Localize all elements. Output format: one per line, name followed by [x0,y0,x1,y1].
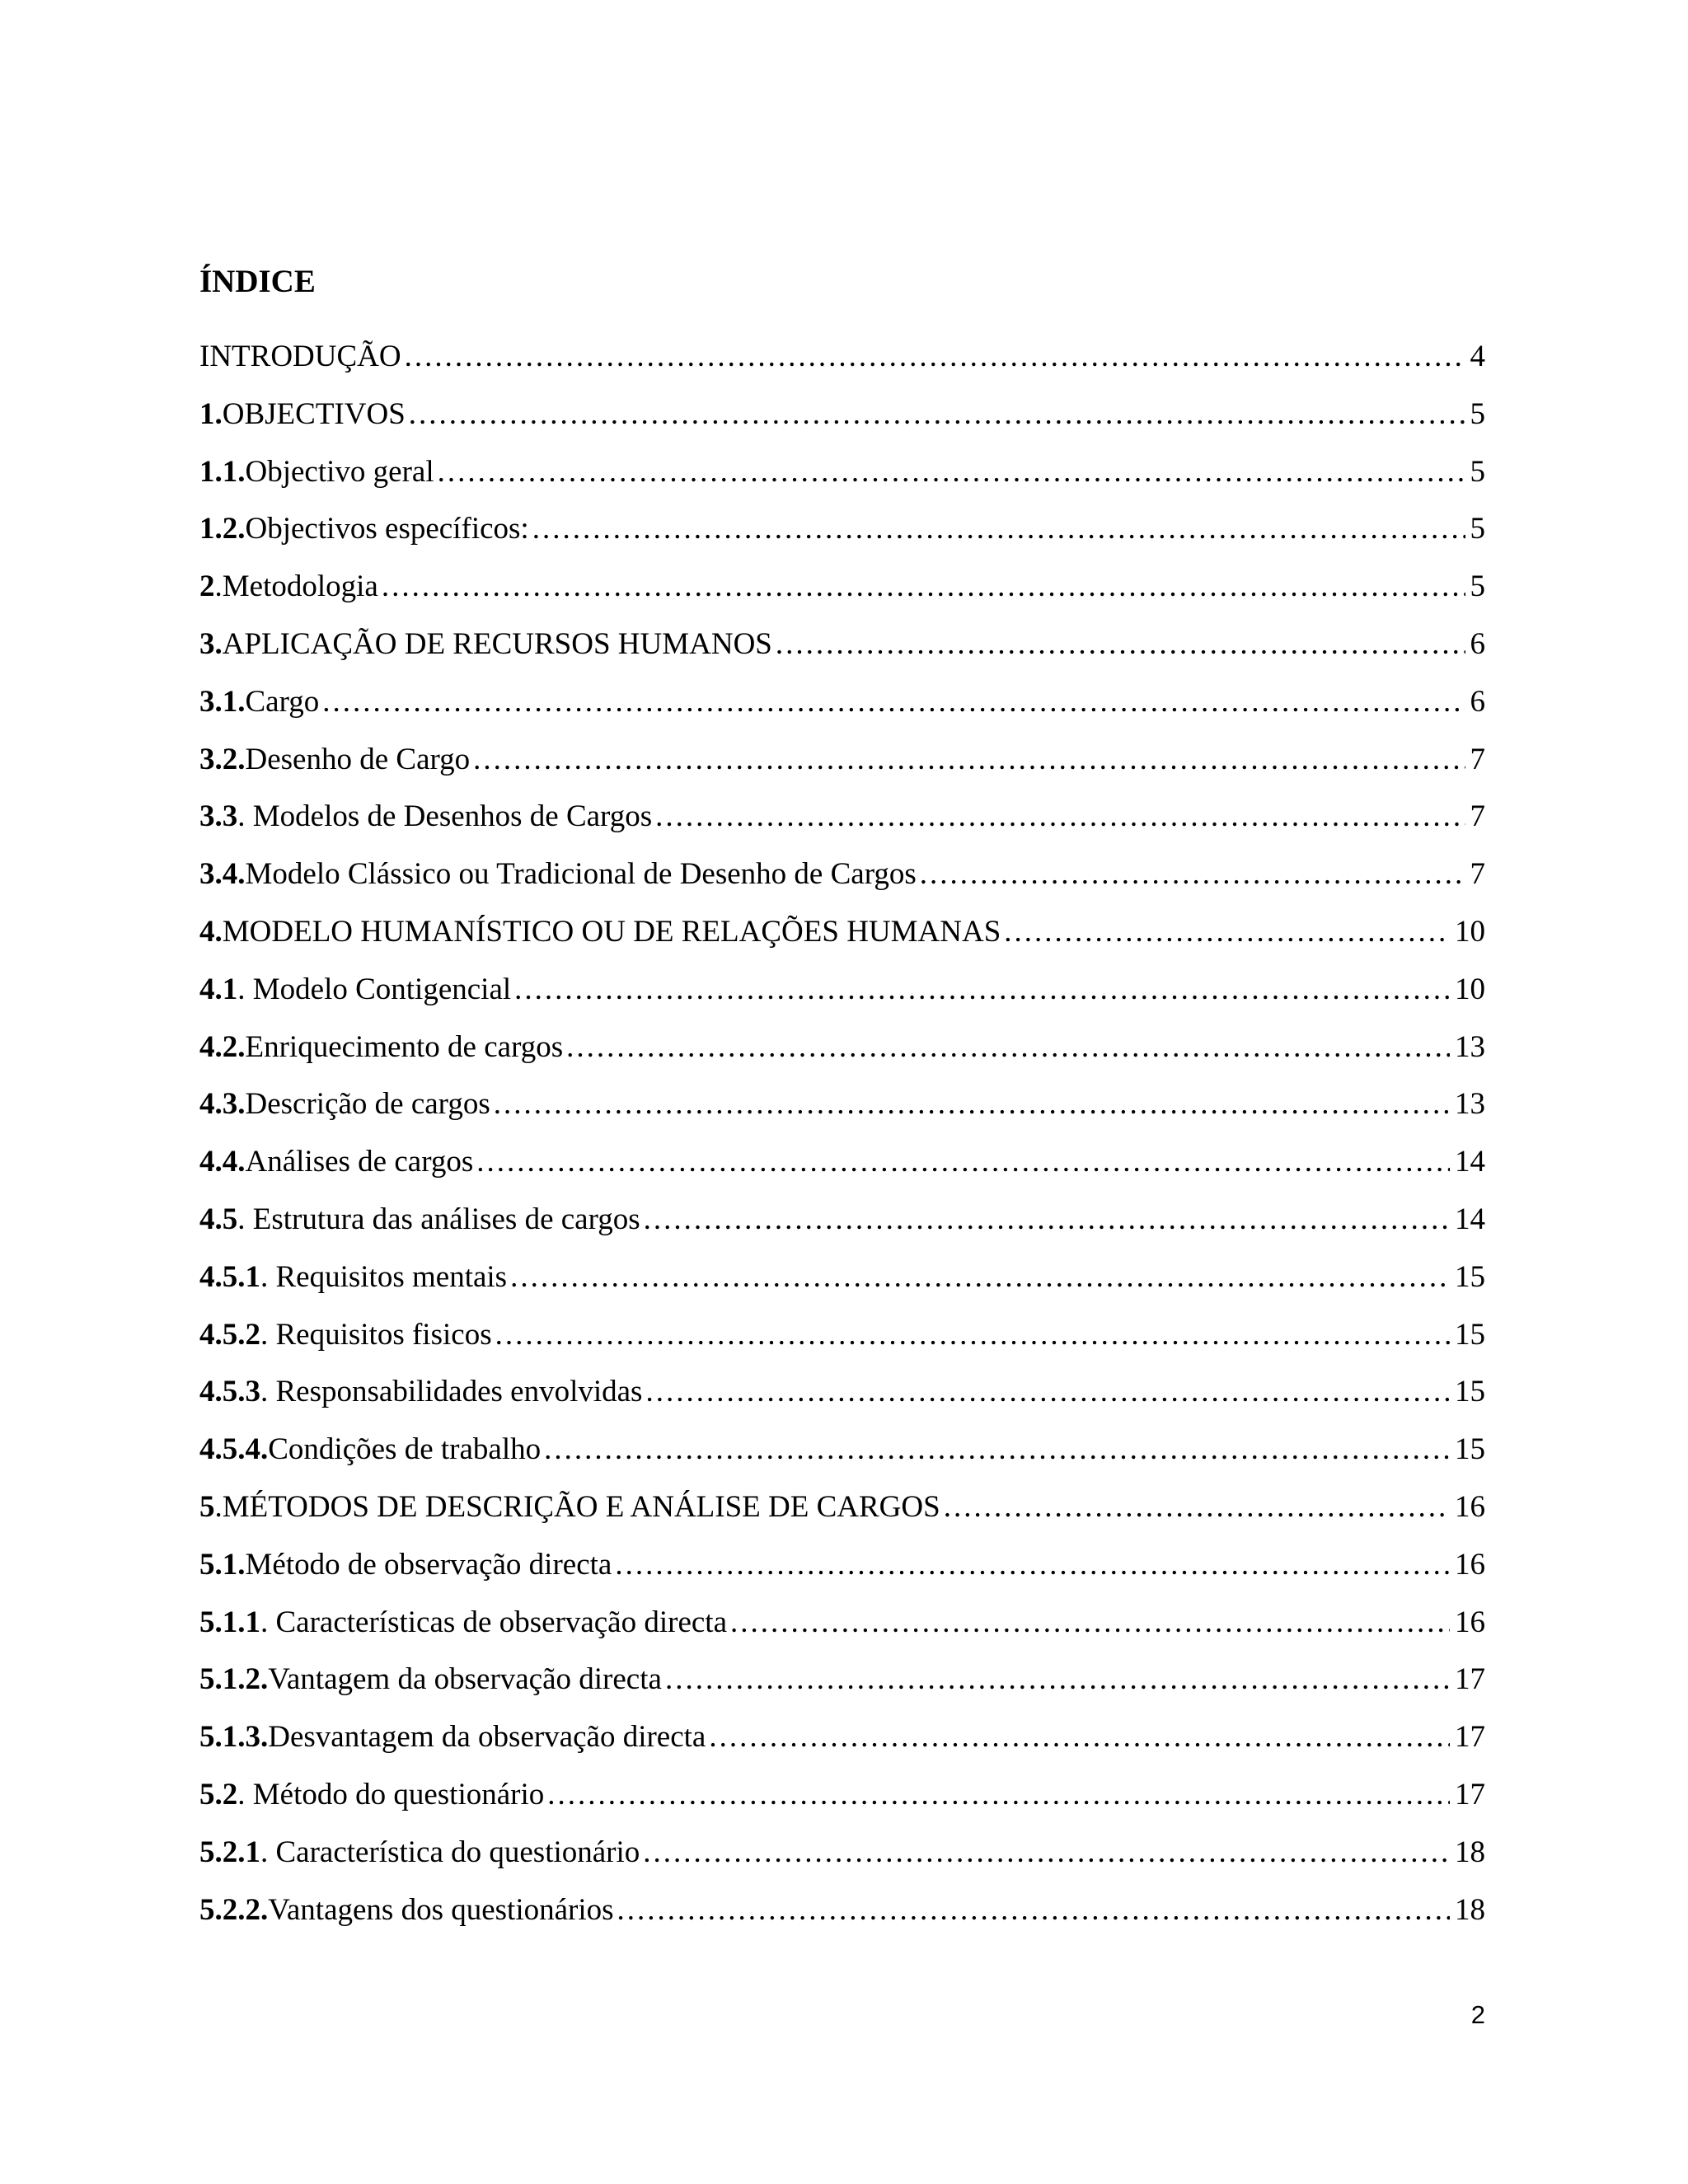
toc-entry-page: 7 [1470,742,1485,776]
toc-entry[interactable] [199,500,1485,558]
dot-leader [665,1651,1450,1708]
toc-entry[interactable] [199,1076,1485,1133]
toc-entry-page: 13 [1455,1029,1485,1064]
toc-entry-title: Vantagem da observação directa [268,1662,662,1697]
toc-entry-title: . Modelos de Desenhos de Cargos [237,799,653,834]
toc-entry-page: 6 [1470,626,1485,661]
dot-leader [544,1421,1450,1479]
toc-entry-title: .MÉTODOS DE DESCRIÇÃO E ANÁLISE DE CARGOS [214,1489,940,1524]
dot-leader [920,846,1465,903]
toc-entry-number: 5.1.2. [199,1662,269,1697]
toc-entry-title: . Estrutura das análises de cargos [237,1202,640,1236]
toc-entry-title: . Requisitos mentais [260,1259,508,1294]
toc-entry[interactable] [199,443,1485,501]
toc-entry-number: 1. [199,396,223,431]
dot-leader [776,616,1465,673]
toc-entry[interactable] [199,788,1485,846]
toc-entry-page: 4 [1470,340,1485,373]
toc-entry[interactable] [199,1766,1485,1824]
toc-entry-number: 4.5.3 [199,1375,260,1409]
toc-entry-page: 13 [1455,1087,1485,1122]
toc-entry-number: 4.5.4. [199,1432,269,1467]
toc-entry[interactable] [199,1708,1485,1766]
dot-leader [944,1479,1450,1536]
toc-entry-number: 5.1.3. [199,1720,269,1755]
toc-entry-page: 15 [1455,1432,1485,1467]
toc-entry-title: Descrição de cargos [245,1087,490,1122]
toc-entry-page: 15 [1455,1259,1485,1294]
table-of-contents [199,328,1485,1938]
toc-entry-page: 18 [1455,1835,1485,1869]
toc-entry-page: 10 [1455,914,1485,949]
toc-entry-number: 2 [199,569,215,604]
toc-entry[interactable] [199,558,1485,616]
toc-entry[interactable] [199,1133,1485,1191]
toc-entry-number: 4.5.1 [199,1259,260,1294]
toc-entry-page: 17 [1455,1720,1485,1755]
toc-entry-number: 4. [199,914,223,949]
toc-entry-number: 3.3 [199,799,238,834]
toc-entry[interactable] [199,1594,1485,1652]
toc-entry-title: . Característica do questionário [260,1835,640,1869]
dot-leader [510,1249,1450,1306]
dot-leader [405,328,1465,386]
toc-entry[interactable] [199,673,1485,731]
toc-entry-page: 15 [1455,1375,1485,1409]
toc-entry-title: . Responsabilidades envolvidas [260,1375,643,1409]
dot-leader [730,1594,1450,1652]
toc-entry-number: 4.1 [199,972,238,1006]
toc-entry-page: 14 [1455,1202,1485,1236]
toc-entry[interactable] [199,961,1485,1019]
dot-leader [655,788,1465,846]
toc-entry-title: Modelo Clássico ou Tradicional de Desenho de Cargos [245,857,917,892]
toc-entry-number: 4.5 [199,1202,238,1236]
toc-entry-page: 5 [1470,396,1485,431]
dot-leader [615,1536,1450,1594]
toc-entry[interactable] [199,731,1485,789]
toc-entry[interactable] [199,1306,1485,1364]
dot-leader [438,443,1465,501]
toc-entry[interactable] [199,1421,1485,1479]
dot-leader [495,1306,1450,1364]
toc-entry-title: Desenho de Cargo [245,742,471,776]
toc-entry[interactable] [199,616,1485,673]
toc-entry[interactable] [199,1536,1485,1594]
toc-entry-number: 4.4. [199,1145,246,1179]
toc-entry[interactable] [199,1019,1485,1076]
toc-entry[interactable] [199,903,1485,961]
toc-entry-page: 7 [1470,799,1485,834]
toc-entry-title: Enriquecimento de cargos [245,1029,564,1064]
toc-entry[interactable] [199,1824,1485,1882]
toc-entry-page: 17 [1455,1662,1485,1697]
toc-entry-number: 3.4. [199,857,246,892]
toc-entry-number: 4.3. [199,1087,246,1122]
dot-leader [644,1191,1450,1249]
toc-entry-title: Objectivos específicos: [245,512,529,546]
toc-entry-title: Cargo [245,684,320,719]
dot-leader [709,1708,1450,1766]
toc-entry-title: . Características de observação directa [260,1605,728,1639]
toc-entry-page: 16 [1455,1547,1485,1582]
toc-entry-page: 18 [1455,1892,1485,1927]
toc-entry-title: . Requisitos fisicos [260,1317,492,1352]
toc-entry-page: 17 [1455,1777,1485,1811]
toc-entry-page: 15 [1455,1317,1485,1352]
toc-entry-number: 4.2. [199,1029,246,1064]
toc-entry[interactable] [199,1479,1485,1536]
toc-entry-page: 6 [1470,684,1485,719]
toc-entry-page: 7 [1470,857,1485,892]
toc-entry[interactable] [199,386,1485,443]
toc-entry-title: . Método do questionário [237,1777,545,1811]
toc-entry[interactable] [199,1882,1485,1939]
dot-leader [514,961,1450,1019]
toc-entry-number: 5.2.2. [199,1892,269,1927]
dot-leader [473,731,1465,789]
dot-leader [532,500,1465,558]
dot-leader [566,1019,1450,1076]
toc-entry-page: 16 [1455,1605,1485,1639]
toc-entry-title: Análises de cargos [245,1145,474,1179]
toc-entry-number: 1.1. [199,454,246,489]
toc-entry-number: 3.1. [199,684,246,719]
toc-entry-number: 1.2. [199,512,246,546]
toc-entry[interactable] [199,1191,1485,1249]
toc-entry-title: APLICAÇÃO DE RECURSOS HUMANOS [222,626,772,661]
toc-entry-number: 5.2.1 [199,1835,260,1869]
toc-entry-title: OBJECTIVOS [222,396,406,431]
toc-entry-number: 3.2. [199,742,246,776]
toc-entry-title: Objectivo geral [245,454,434,489]
dot-leader [409,386,1465,443]
dot-leader [547,1766,1450,1824]
toc-entry-page: 14 [1455,1145,1485,1179]
toc-entry[interactable] [199,846,1485,903]
dot-leader [643,1824,1450,1882]
toc-entry[interactable] [199,1363,1485,1421]
toc-entry-number: 3. [199,626,223,661]
dot-leader [476,1133,1450,1191]
toc-entry-page: 10 [1455,972,1485,1006]
toc-entry-number: 5 [199,1489,215,1524]
toc-entry-number: 5.2 [199,1777,238,1811]
toc-entry-title: Desvantagem da observação directa [268,1720,706,1755]
dot-leader [617,1882,1450,1939]
toc-entry-title: INTRODUÇÃO [199,340,401,373]
toc-entry-number: 4.5.2 [199,1317,260,1352]
toc-entry-title: Condições de trabalho [268,1432,542,1467]
dot-leader [494,1076,1450,1133]
toc-entry-title: MODELO HUMANÍSTICO OU DE RELAÇÕES HUMANAS [222,914,1001,949]
toc-entry-title: . Modelo Contigencial [237,972,512,1006]
toc-entry-number: 5.1.1 [199,1605,260,1639]
toc-entry-page: 5 [1470,454,1485,489]
dot-leader [322,673,1465,731]
toc-entry-page: 16 [1455,1489,1485,1524]
toc-entry-title: Método de observação directa [245,1547,612,1582]
dot-leader [645,1363,1450,1421]
toc-entry-title: .Metodologia [214,569,378,604]
dot-leader [1004,903,1450,961]
dot-leader [382,558,1465,616]
toc-entry-number: 5.1. [199,1547,246,1582]
page-number: 2 [1470,2000,1485,2029]
toc-entry-page: 5 [1470,569,1485,604]
toc-entry[interactable] [199,328,1485,386]
toc-heading: ÍNDICE [199,264,316,299]
toc-entry-title: Vantagens dos questionários [268,1892,614,1927]
toc-entry[interactable] [199,1249,1485,1306]
toc-entry-page: 5 [1470,512,1485,546]
toc-entry[interactable] [199,1651,1485,1708]
